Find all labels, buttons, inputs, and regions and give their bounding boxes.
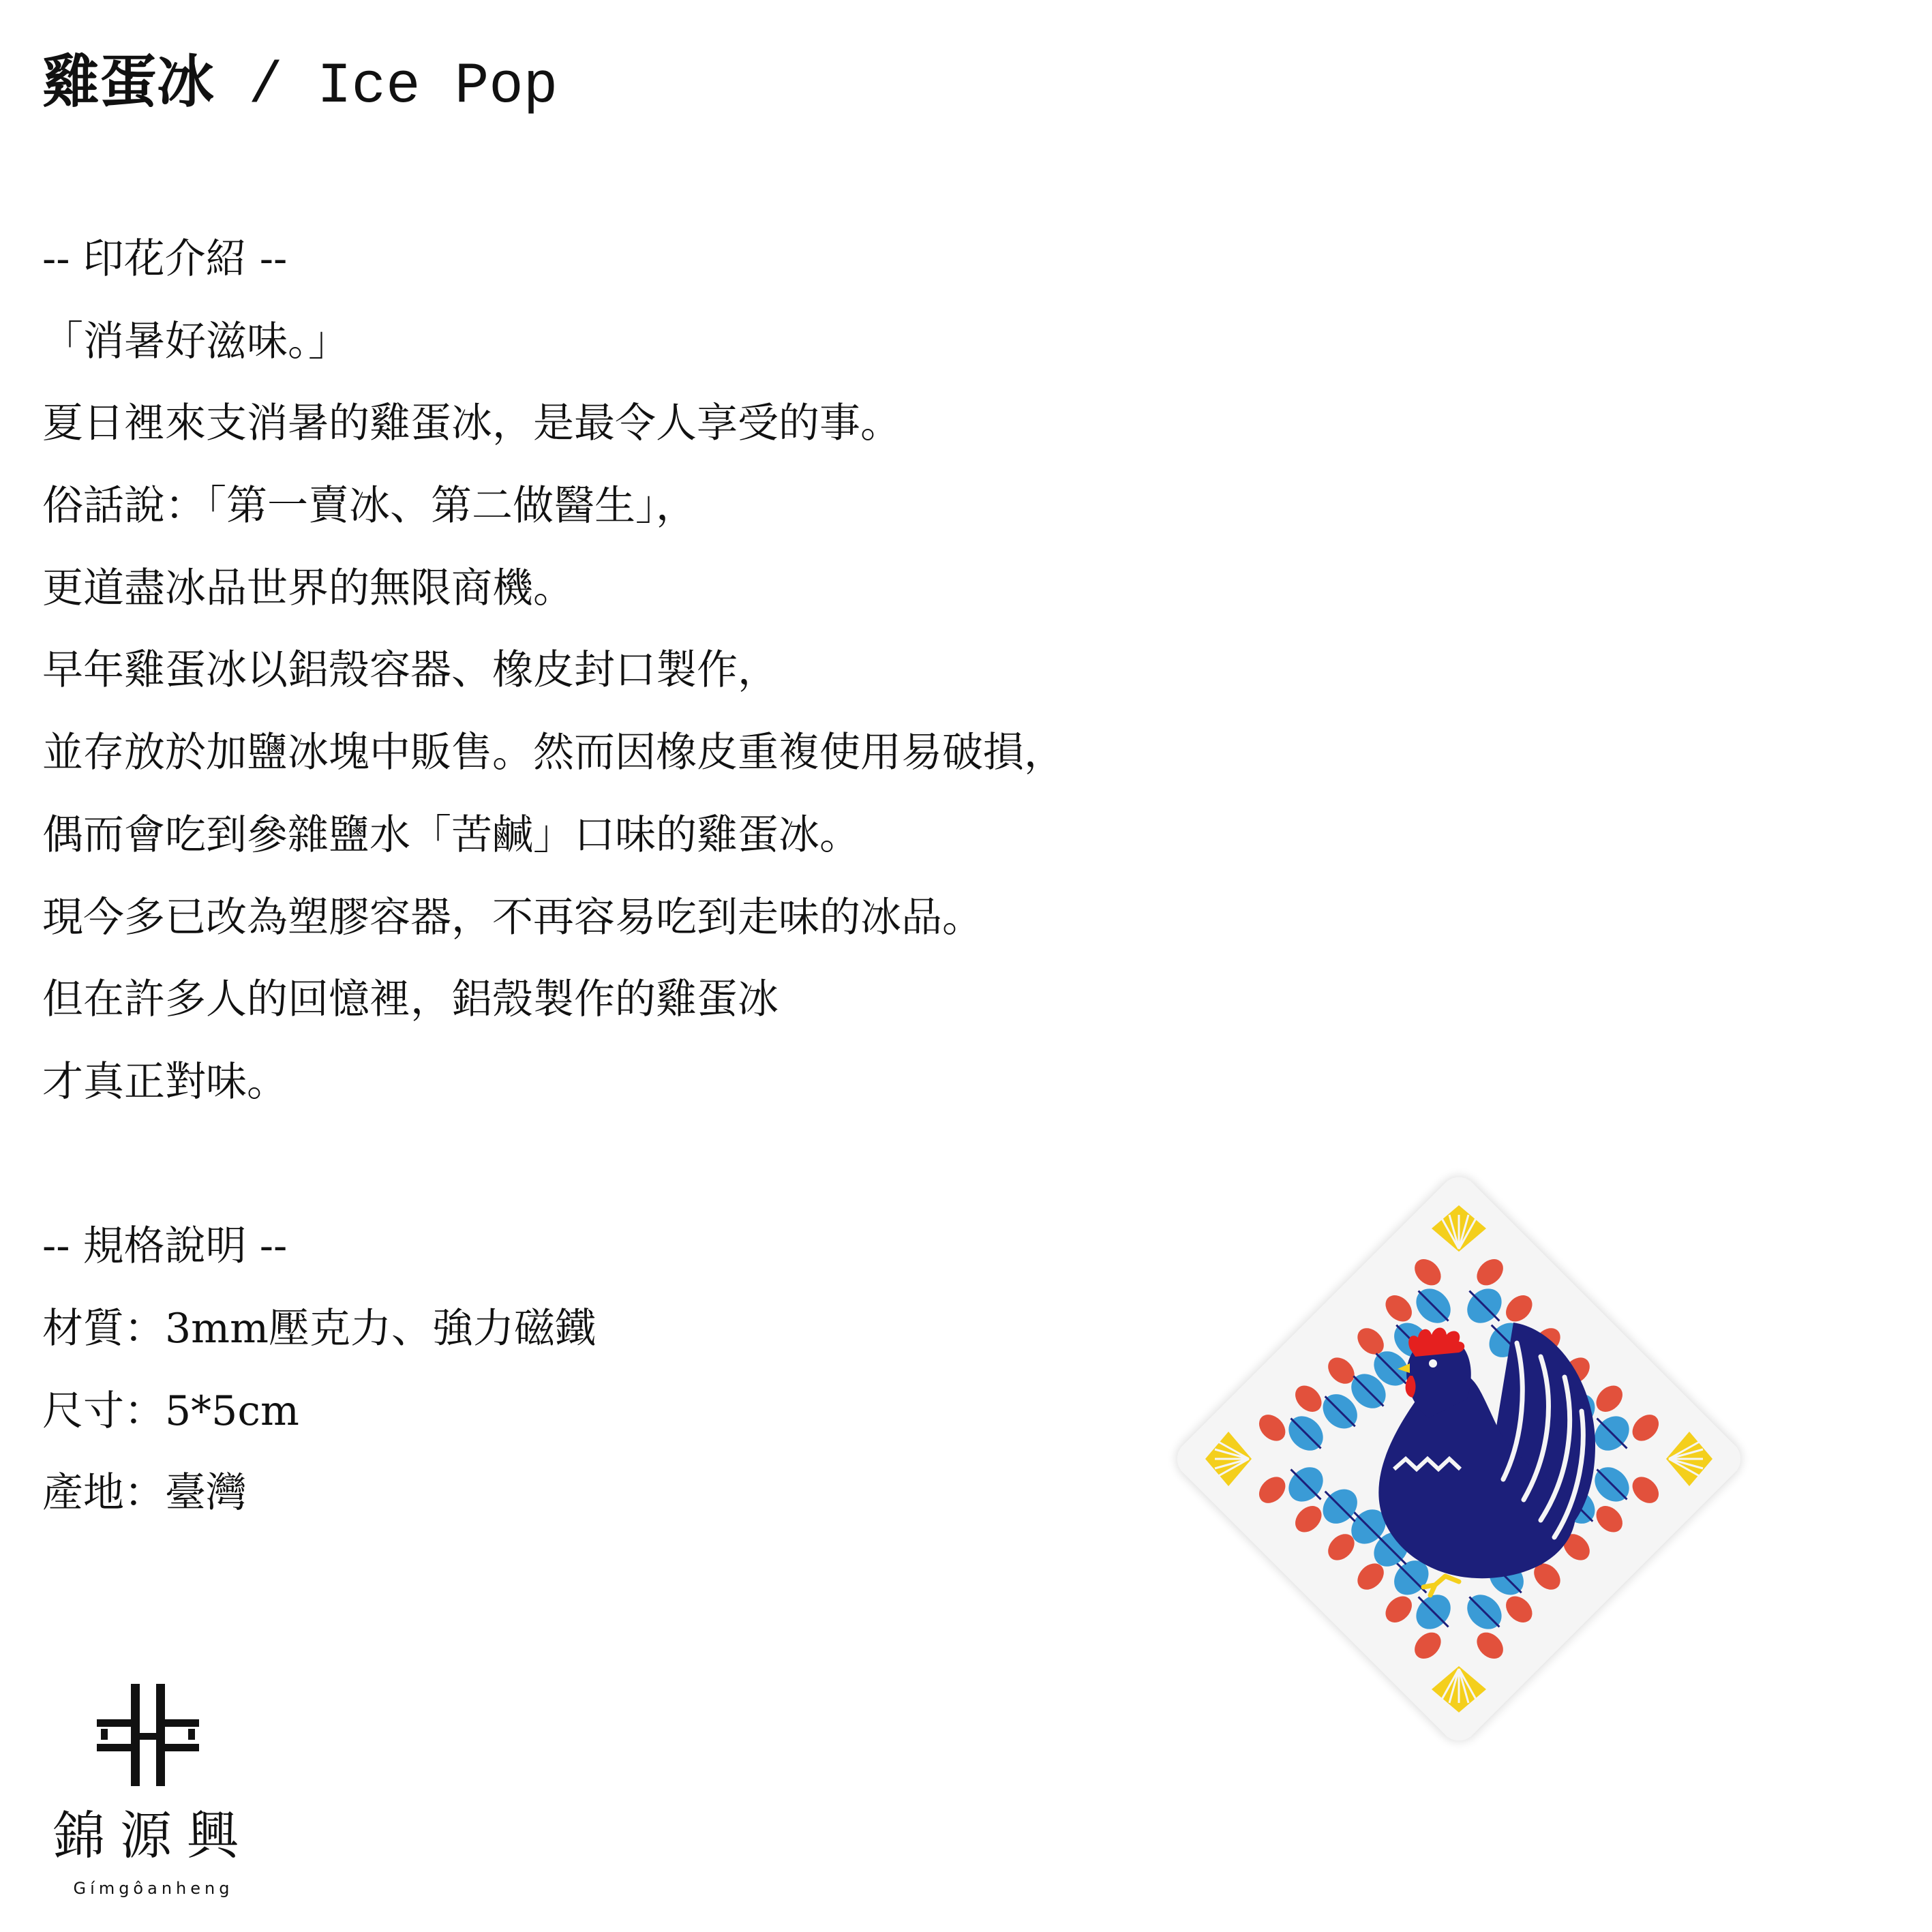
intro-line: 並存放於加鹽冰塊中販售。然而因橡皮重複使用易破損， [42,729,1065,777]
intro-line: 更道盡冰品世界的無限商機。 [42,564,574,612]
intro-line: 夏日裡來支消暑的雞蛋冰，是最令人享受的事。 [42,399,901,448]
intro-line: 「消暑好滋味。」 [42,317,349,365]
intro-line: 現今多已改為塑膠容器，不再容易吃到走味的冰品。 [42,893,983,941]
content-block [42,218,1065,1535]
intro-line: 才真正對味。 [42,1057,288,1106]
intro-line: 早年雞蛋冰以鋁殼容器、橡皮封口製作， [42,646,779,695]
title-separator: / [214,55,318,119]
intro-line: 但在許多人的回憶裡，鋁殼製作的雞蛋冰 [42,976,779,1024]
brand-name: 錦源興 [53,1805,254,1866]
spec-heading: -- 規格說明 -- [42,1222,288,1271]
page-title [42,41,558,128]
brand-romanized: Gímgôanheng [73,1879,234,1898]
brand-logo [48,1684,266,1898]
intro-heading: -- 印花介紹 -- [42,235,288,283]
section-gap [42,1123,1065,1206]
rooster-tile-icon [1159,1159,1759,1759]
gim-logo-icon [97,1684,199,1786]
title-en: Ice Pop [317,55,558,119]
spec-material: 材質：3mm壓克力、強力磁鐵 [42,1304,596,1353]
rooster-eye [1429,1359,1437,1368]
spec-size: 尺寸：5*5cm [42,1387,299,1435]
title-zh: 雞蛋冰 [42,48,215,115]
spec-origin: 產地：臺灣 [42,1469,247,1518]
intro-line: 俗話說：「第一賣冰、第二做醫生」， [42,482,697,530]
intro-line: 偶而會吃到參雜鹽水「苦鹹」口味的雞蛋冰。 [42,811,860,859]
